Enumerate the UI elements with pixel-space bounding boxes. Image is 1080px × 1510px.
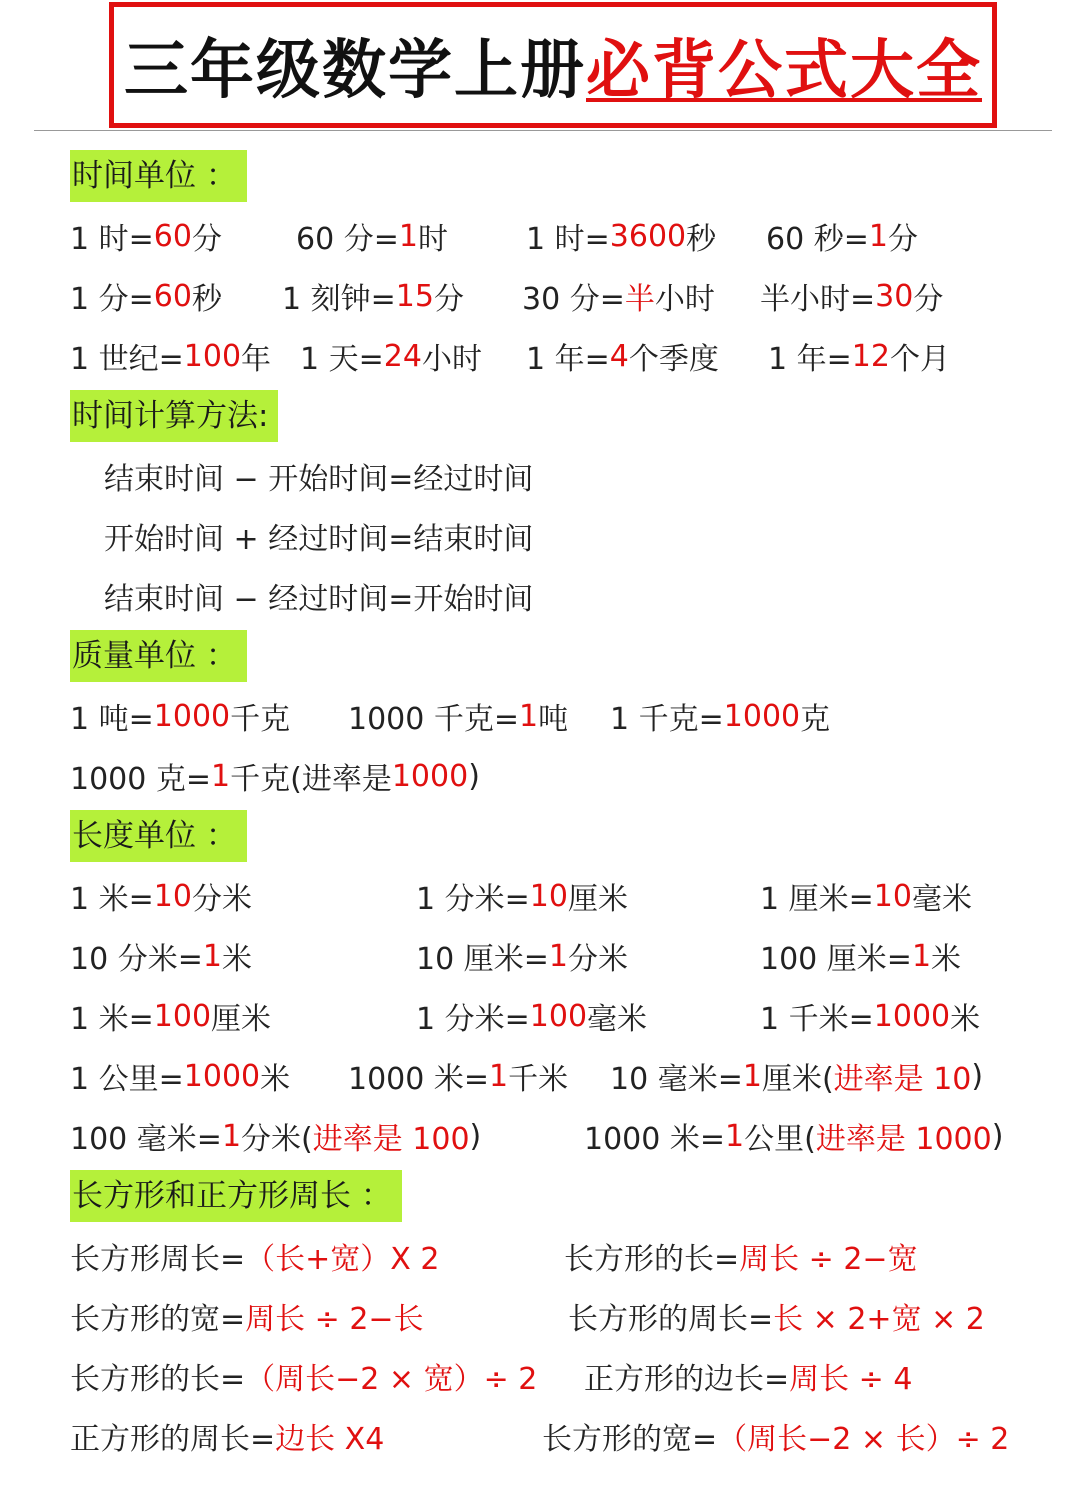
- heading-perimeter: 长方形和正方形周长 ：: [70, 1170, 402, 1222]
- formula: 长方形的长= （周长−2 × 宽）÷ 2: [70, 1362, 538, 1397]
- formula-sheet: [70, 146, 1060, 1466]
- formula: 1 吨= 1000 千克: [70, 698, 291, 737]
- formula: 10 毫米= 1 厘米( 进率是 10 ): [610, 1058, 984, 1097]
- formula: 10 分米= 1 米: [70, 938, 252, 977]
- formula: 1 年= 12 个月: [768, 338, 950, 377]
- formula: 1 时= 60 分: [70, 218, 222, 257]
- formula: 100 毫米= 1 分米( 进率是 100 ): [70, 1118, 482, 1157]
- title-divider: [34, 130, 1052, 131]
- perimeter-row-4: [70, 1406, 1060, 1466]
- formula: 1000 克= 1 千克(进率是 1000 ): [70, 758, 480, 797]
- length-unit-row-5: [70, 1106, 1060, 1166]
- section-heading-perimeter: [70, 1166, 1060, 1226]
- formula: 1000 米= 1 千米: [348, 1058, 569, 1097]
- time-calc-line: 结束时间 − 经过时间=开始时间: [104, 582, 534, 617]
- formula: 1 分= 60 秒: [70, 278, 222, 317]
- formula: 1 世纪= 100 年: [70, 338, 272, 377]
- time-calc-line: 结束时间 − 开始时间=经过时间: [104, 462, 534, 497]
- formula: 正方形的周长= 边长 X4: [70, 1422, 385, 1457]
- formula: 1000 千克= 1 吨: [348, 698, 569, 737]
- section-heading-length-unit: [70, 806, 1060, 866]
- formula: 1 千米= 1000 米: [760, 998, 981, 1037]
- section-heading-time-unit: [70, 146, 1060, 206]
- formula: 长方形的周长= 长 × 2+宽 × 2: [568, 1302, 985, 1337]
- time-unit-row-2: [70, 266, 1060, 326]
- formula: 60 秒= 1 分: [766, 218, 918, 257]
- formula: 1 年= 4 个季度: [526, 338, 719, 377]
- formula: 1 分米= 10 厘米: [416, 878, 628, 917]
- section-heading-mass-unit: [70, 626, 1060, 686]
- page-title: [124, 19, 982, 111]
- formula: 60 分= 1 时: [296, 218, 448, 257]
- heading-time-unit: 时间单位 ：: [70, 150, 247, 202]
- perimeter-row-3: [70, 1346, 1060, 1406]
- perimeter-row-1: [70, 1226, 1060, 1286]
- formula: 1 厘米= 10 毫米: [760, 878, 972, 917]
- formula: 10 厘米= 1 分米: [416, 938, 628, 977]
- formula: 1 米= 10 分米: [70, 878, 252, 917]
- formula: 1 米= 100 厘米: [70, 998, 272, 1037]
- mass-unit-row-2: [70, 746, 1060, 806]
- time-unit-row-3: [70, 326, 1060, 386]
- perimeter-row-2: [70, 1286, 1060, 1346]
- length-unit-row-2: [70, 926, 1060, 986]
- time-unit-row-1: [70, 206, 1060, 266]
- heading-mass-unit: 质量单位 ：: [70, 630, 247, 682]
- title-red-part: 必背公式大全: [586, 34, 982, 108]
- heading-length-unit: 长度单位 ：: [70, 810, 247, 862]
- length-unit-row-4: [70, 1046, 1060, 1106]
- formula: 1 千克= 1000 克: [610, 698, 831, 737]
- formula: 30 分= 半 小时: [522, 282, 715, 317]
- formula: 长方形的宽= （周长−2 × 长）÷ 2: [542, 1422, 1010, 1457]
- section-heading-time-calc: [70, 386, 1060, 446]
- length-unit-row-3: [70, 986, 1060, 1046]
- title-black-part: 三年级数学上册: [124, 34, 586, 108]
- formula: 长方形周长= （长+宽）X 2: [70, 1242, 440, 1277]
- formula: 100 厘米= 1 米: [760, 938, 962, 977]
- formula: 1 公里= 1000 米: [70, 1058, 291, 1097]
- heading-time-calc: 时间计算方法:: [70, 390, 278, 442]
- formula: 长方形的宽= 周长 ÷ 2−长: [70, 1302, 424, 1337]
- formula: 半小时= 30 分: [760, 278, 944, 317]
- length-unit-row-1: [70, 866, 1060, 926]
- title-box: [109, 2, 997, 128]
- formula: 1 分米= 100 毫米: [416, 998, 648, 1037]
- formula: 1 时= 3600 秒: [526, 218, 717, 257]
- formula: 1 刻钟= 15 分: [282, 278, 464, 317]
- formula: 1 天= 24 小时: [300, 338, 482, 377]
- time-calc-line: 开始时间 + 经过时间=结束时间: [104, 522, 534, 557]
- formula: 1000 米= 1 公里( 进率是 1000 ): [584, 1118, 1004, 1157]
- mass-unit-row-1: [70, 686, 1060, 746]
- formula: 长方形的长= 周长 ÷ 2−宽: [564, 1242, 918, 1277]
- formula: 正方形的边长= 周长 ÷ 4: [584, 1362, 913, 1397]
